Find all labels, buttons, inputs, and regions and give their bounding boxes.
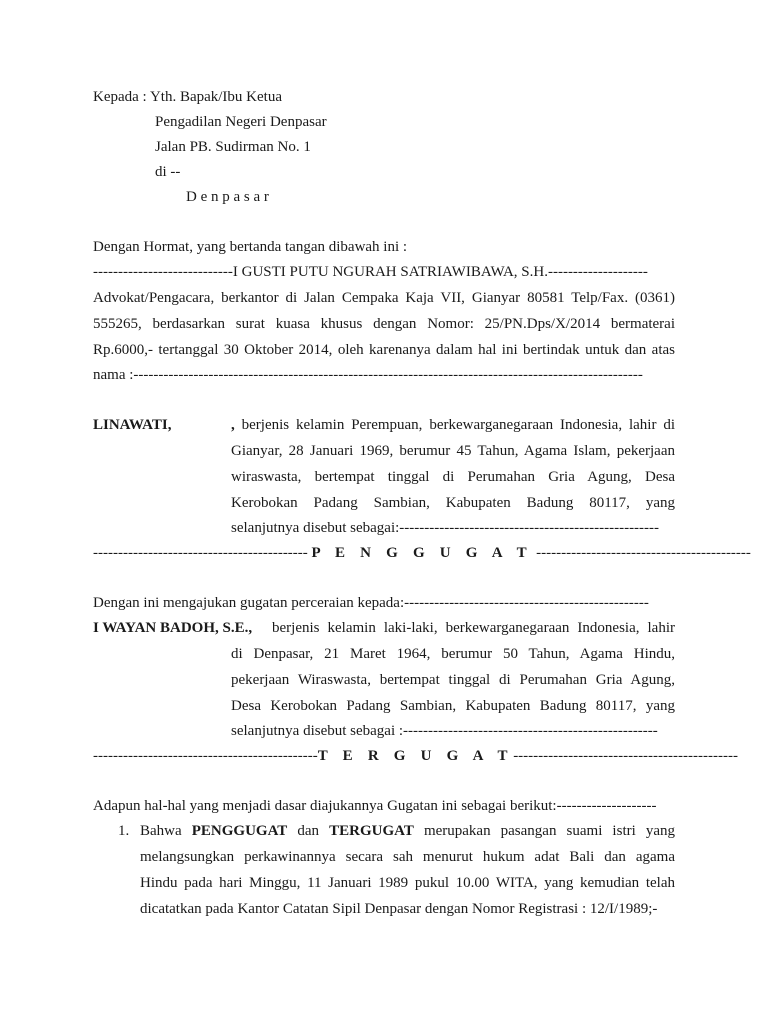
opening-line-4: nama :------------------------------------------------------------------------------------------------------ (93, 367, 643, 383)
grounds-intro: Adapun hal-hal yang menjadi dasar diajukannya Gugatan ini sebagai berikut:-------------------- (93, 798, 657, 814)
defendant-label: T E R G U G A T (317, 748, 514, 764)
grounds-item-1-number: 1. (118, 823, 130, 839)
plaintiff-line-4: Kerobokan Padang Sambian, Kabupaten Badung 80117, yang (231, 495, 675, 511)
item-1-rest: merupakan pasangan suami istri yang (423, 823, 676, 839)
defendant-line-1: berjenis kelamin laki-laki, berkewarganegaraan Indonesia, lahir (272, 620, 675, 636)
opening-line-2: 555265, berdasarkan surat kuasa khusus dengan Nomor: 25/PN.Dps/X/2014 bermaterai (93, 316, 675, 332)
kepada-label: Kepada : (93, 89, 147, 105)
plaintiff-comma: , (231, 417, 235, 433)
defendant-name: I WAYAN BADOH, S.E., (93, 620, 253, 636)
defendant-label-line (93, 747, 738, 765)
plaintiff-line-1-text: berjenis kelamin Perempuan, berkewarganegaraan Indonesia, lahir di (241, 417, 676, 433)
address-di: di -- (155, 164, 181, 180)
defendant-line-5: selanjutnya disebut sebagai :--------------------------------------------------- (231, 723, 658, 739)
plaintiff-dash-left: ------------------------------------------- (93, 545, 308, 561)
defendant-line-4: Desa Kerobokan Padang Sambian, Kabupaten Badung 80117, yang (231, 698, 675, 714)
grounds-item-1-line-1 (140, 822, 675, 840)
address-city: D e n p a s a r (186, 189, 269, 205)
address-kepada (93, 88, 282, 106)
plaintiff-label: P E N G G U G A T (311, 545, 533, 561)
defendant-dash-right: --------------------------------------------- (513, 748, 738, 764)
defendant-line-2: di Denpasar, 21 Maret 1964, berumur 50 Tahun, Agama Hindu, (231, 646, 675, 662)
plaintiff-line-2: Gianyar, 28 Januari 1969, berumur 45 Tahun, Agama Islam, pekerjaan (231, 443, 675, 459)
dan-text: dan (297, 823, 320, 839)
defendant-line-3: pekerjaan Wiraswasta, bertempat tinggal di Perumahan Gria Agung, (231, 672, 675, 688)
defendant-intro: Dengan ini mengajukan gugatan perceraian kepada:------------------------------------------------- (93, 595, 649, 611)
tergugat-bold: TERGUGAT (329, 823, 414, 839)
greeting: Dengan Hormat, yang bertanda tangan dibawah ini : (93, 239, 408, 255)
plaintiff-name: LINAWATI, (93, 417, 172, 433)
defendant-dash-left: --------------------------------------------- (93, 748, 318, 764)
opening-line-3: Rp.6000,- tertanggal 30 Oktober 2014, oleh karenanya dalam hal ini bertindak untuk dan atas (93, 342, 675, 358)
plaintiff-line-5: selanjutnya disebut sebagai:---------------------------------------------------- (231, 520, 660, 536)
address-street: Jalan PB. Sudirman No. 1 (155, 139, 311, 155)
opening-line-1: Advokat/Pengacara, berkantor di Jalan Cempaka Kaja VII, Gianyar 80581 Telp/Fax. (0361) (93, 290, 675, 306)
address-court: Pengadilan Negeri Denpasar (155, 114, 327, 130)
grounds-item-1-line-3: Hindu pada hari Minggu, 11 Januari 1989 pukul 10.00 WITA, yang kemudian telah (140, 875, 675, 891)
grounds-item-1-line-2: melangsungkan perkawinannya secara sah menurut hukum adat Bali dan agama (140, 849, 675, 865)
penggugat-bold: PENGGUGAT (191, 823, 288, 839)
grounds-item-1-line-4: dicatatkan pada Kantor Catatan Sipil Denpasar dengan Nomor Registrasi : 12/I/1989;- (140, 901, 658, 917)
salutation: Yth. Bapak/Ibu Ketua (149, 89, 282, 105)
plaintiff-label-line (93, 544, 751, 562)
lawyer-line: ----------------------------I GUSTI PUTU NGURAH SATRIAWIBAWA, S.H.-------------------- (93, 264, 648, 280)
plaintiff-line-1 (231, 416, 675, 434)
bahwa-text: Bahwa (140, 823, 182, 839)
plaintiff-dash-right: ------------------------------------------- (536, 545, 751, 561)
plaintiff-line-3: wiraswasta, bertempat tinggal di Perumahan Gria Agung, Desa (231, 469, 675, 485)
